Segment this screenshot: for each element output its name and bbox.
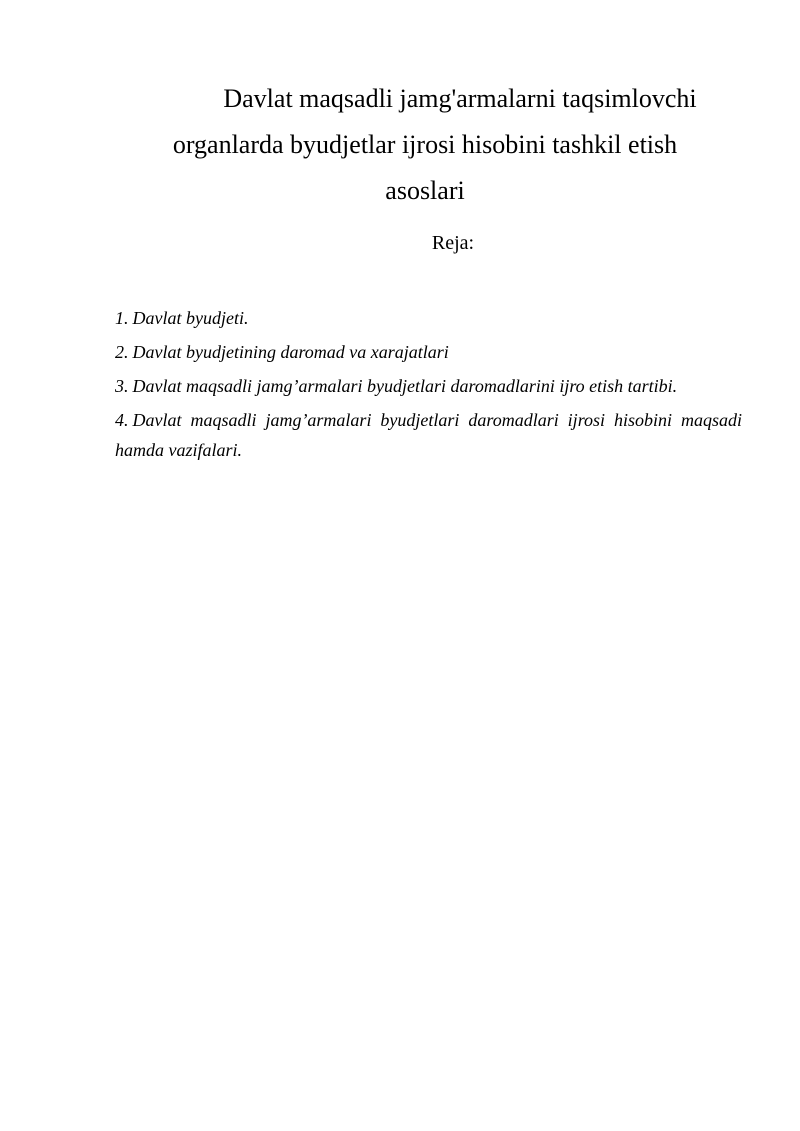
plan-item-text: Davlat maqsadli jamg’armalari byudjetlari daromadlarini ijro etish tartibi. <box>132 376 678 396</box>
title-line: asoslari <box>385 176 465 205</box>
plan-heading: Reja: <box>431 232 475 254</box>
plan-item-number: 4. <box>115 410 129 430</box>
plan-item-number: 3. <box>115 376 129 396</box>
plan-item <box>115 337 742 367</box>
document-title <box>110 76 740 214</box>
plan-item-text: Davlat byudjeti. <box>132 308 249 328</box>
plan-item-text: Davlat byudjetining daromad va xarajatlari <box>132 342 449 362</box>
plan-item-text: Davlat maqsadli jamg’armalari byudjetlari daromadlari ijrosi hisobini maqsadi hamda vazifalari. <box>115 410 742 460</box>
plan-item-number: 1. <box>115 308 129 328</box>
plan-list <box>115 303 742 469</box>
title-line: Davlat maqsadli jamg'armalarni taqsimlovchi <box>223 84 697 113</box>
plan-item-number: 2. <box>115 342 129 362</box>
plan-item <box>115 303 742 333</box>
plan-item <box>115 405 742 465</box>
title-line: organlarda byudjetlar ijrosi hisobini tashkil etish <box>172 130 678 159</box>
plan-item <box>115 371 742 401</box>
